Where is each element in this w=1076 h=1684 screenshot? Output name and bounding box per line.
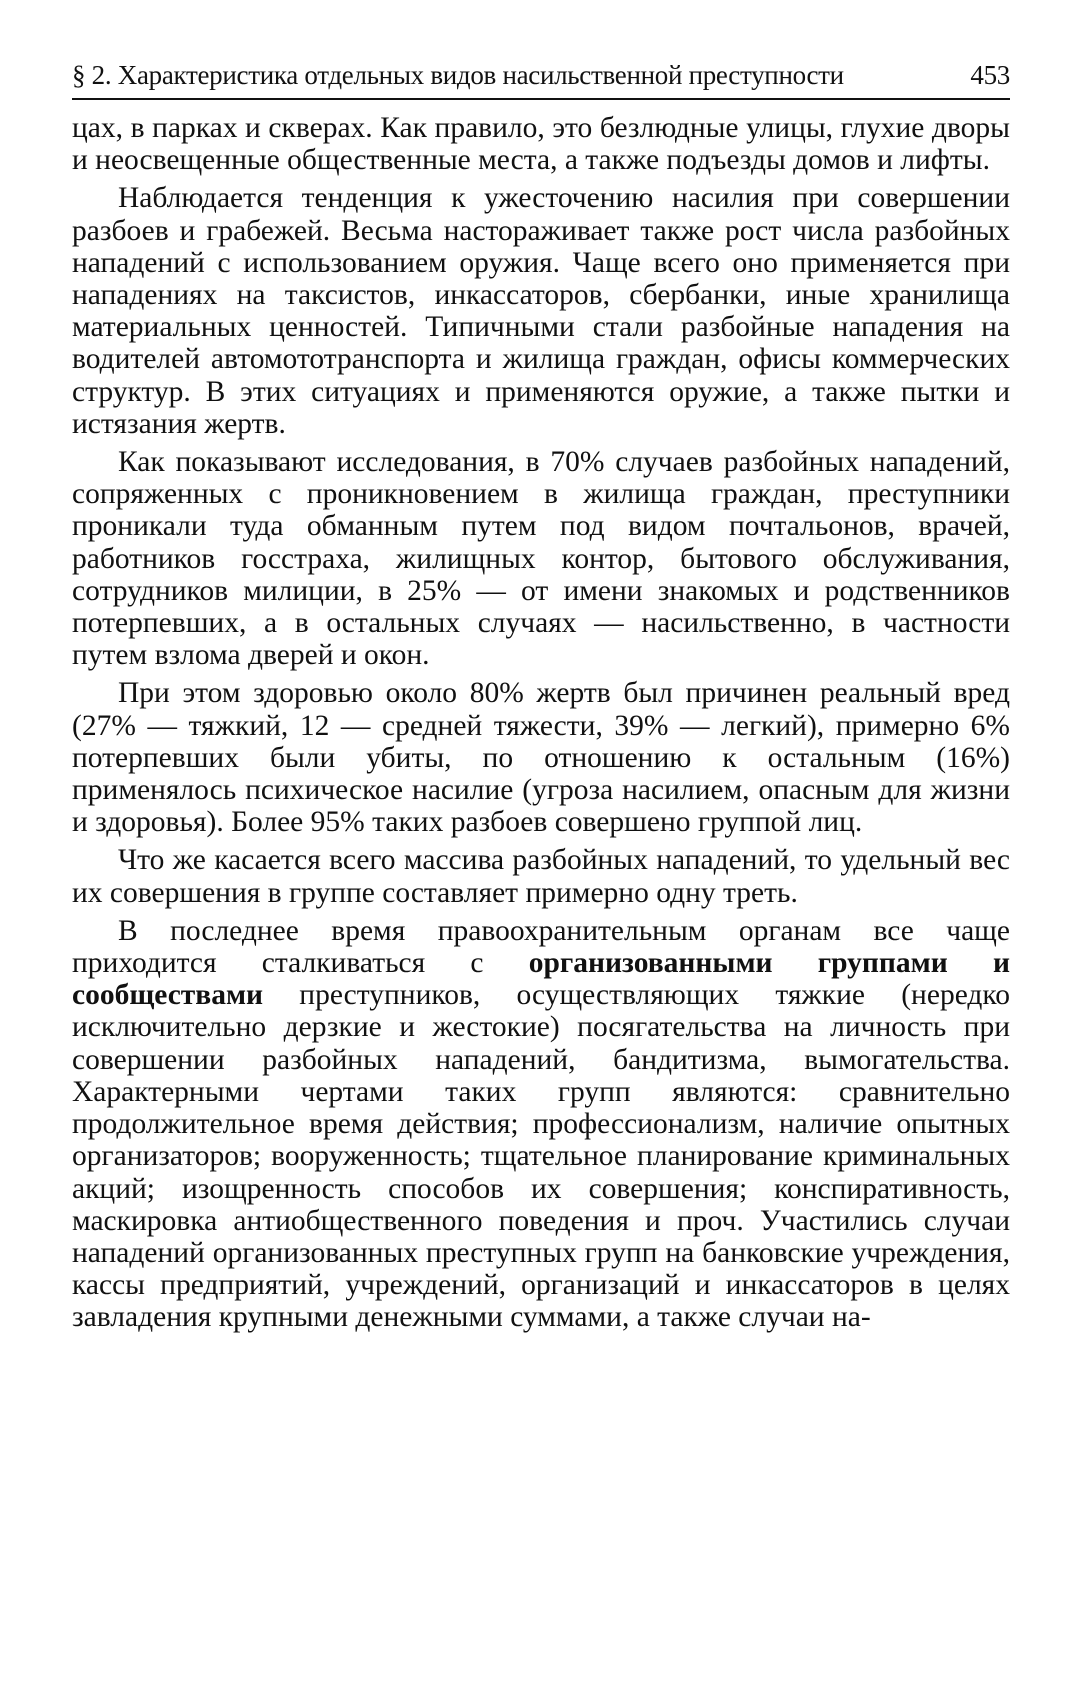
emphasis-organized-groups: организованными группами и сообществами (72, 947, 1010, 1012)
paragraph-1: цах, в парках и скверах. Как правило, это безлюдные улицы, глухие дворы и неосвещенные общественные места, а также подъезды домов и лифты. (72, 112, 1010, 177)
running-header (72, 58, 1010, 100)
section-title: § 2. Характеристика отдельных видов насильственной преступности (72, 60, 844, 90)
paragraph-6-lead: В последнее время правоохранительным органам все чаще приходится сталкиваться с (72, 914, 1010, 980)
paragraph-3: Как показывают исследования, в 70% случаев разбойных нападений, сопряженных с проникновением в жилища граждан, преступники проникали туда обманным путем под видом почтальонов, врачей, работников госстраха, жилищных контор, бытового обслуживания, сотрудников милиции, в 25% — от имени знакомых и родственников потерпевших, а в остальных случаях — насильственно, в частности путем взлома дверей и окон. (72, 446, 1010, 672)
paragraph-5: Что же касается всего массива разбойных нападений, то удельный вес их совершения в группе составляет примерно одну треть. (72, 844, 1010, 909)
body-text (72, 112, 1010, 1334)
paragraph-6-rest: преступников, осуществляющих тяжкие (нередко исключительно дерзкие и жестокие) посягательства на личность при совершении разбойных нападений, бандитизма, вымогательства. Характерными чертами таких групп являются: сравнительно продолжительное время действия; профессионализм, наличие опытных организаторов; вооруженность; тщательное планирование криминальных акций; изощренность способов их совершения; конспиративность, маскировка антиобщественного поведения и проч. Участились случаи нападений организованных преступных групп на банковские учреждения, кассы предприятий, учреждений, организаций и инкассаторов в целях завладения крупными денежными суммами, а также случаи на- (72, 979, 1010, 1334)
book-page (72, 58, 1010, 1334)
page-number: 453 (970, 60, 1010, 90)
paragraph-2: Наблюдается тенденция к ужесточению насилия при совершении разбоев и грабежей. Весьма настораживает также рост числа разбойных нападений с использованием оружия. Чаще всего оно применяется при нападениях на таксистов, инкассаторов, сбербанки, иные хранилища материальных ценностей. Типичными стали разбойные нападения на водителей автомототранспорта и жилища граждан, офисы коммерческих структур. В этих ситуациях и применяются оружие, а также пытки и истязания жертв. (72, 182, 1010, 440)
paragraph-6 (72, 915, 1010, 1334)
paragraph-4: При этом здоровью около 80% жертв был причинен реальный вред (27% — тяжкий, 12 — средней тяжести, 39% — легкий), примерно 6% потерпевших были убиты, по отношению к остальным (16%) применялось психическое насилие (угроза насилием, опасным для жизни и здоровья). Более 95% таких разбоев совершено группой лиц. (72, 677, 1010, 839)
